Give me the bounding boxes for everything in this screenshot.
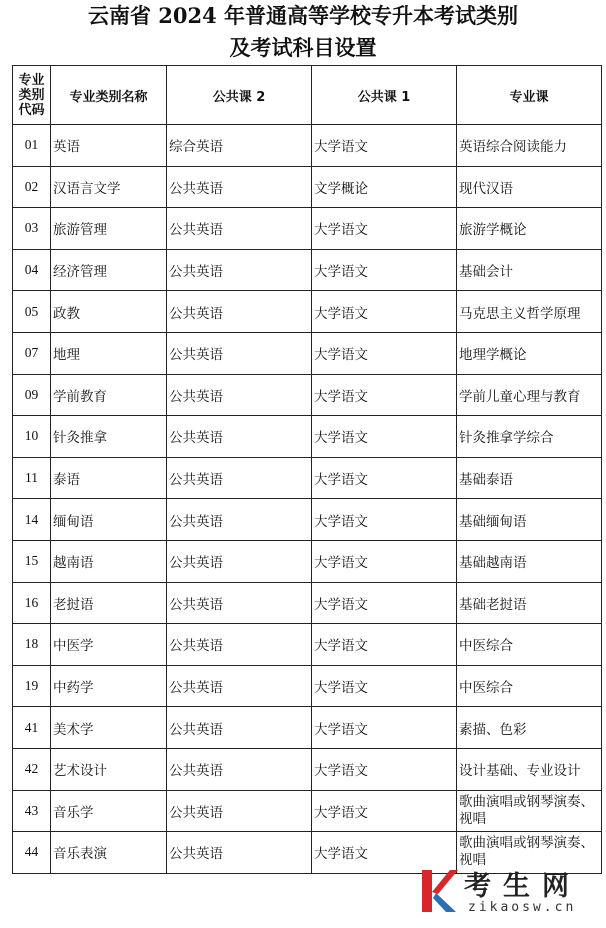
- cell-major: 素描、色彩: [457, 707, 602, 749]
- cell-code: 07: [13, 332, 51, 374]
- cell-public2: 公共英语: [167, 748, 312, 790]
- table-body: [13, 125, 602, 874]
- cell-name: 艺术设计: [51, 748, 167, 790]
- cell-major: 歌曲演唱或钢琴演奏、视唱: [457, 832, 602, 874]
- cell-name: 汉语言文学: [51, 166, 167, 208]
- cell-name: 老挝语: [51, 582, 167, 624]
- cell-major: 中医综合: [457, 665, 602, 707]
- cell-code: 05: [13, 291, 51, 333]
- cell-public1: 大学语文: [312, 208, 457, 250]
- cell-name: 音乐表演: [51, 832, 167, 874]
- cell-name: 政教: [51, 291, 167, 333]
- header-major: 专业课: [457, 66, 602, 125]
- cell-public1: 大学语文: [312, 291, 457, 333]
- cell-major: 基础泰语: [457, 457, 602, 499]
- cell-name: 中药学: [51, 665, 167, 707]
- cell-major: 基础越南语: [457, 540, 602, 582]
- cell-public1: 大学语文: [312, 665, 457, 707]
- cell-name: 泰语: [51, 457, 167, 499]
- cell-public2: 公共英语: [167, 499, 312, 541]
- table-row: [13, 457, 602, 499]
- document-title-line-2: 及考试科目设置: [229, 35, 377, 60]
- cell-major: 基础缅甸语: [457, 499, 602, 541]
- cell-public1: 大学语文: [312, 624, 457, 666]
- cell-name: 音乐学: [51, 790, 167, 832]
- cell-name: 美术学: [51, 707, 167, 749]
- k-logo-icon: [420, 866, 458, 916]
- table-header-row: [13, 66, 602, 125]
- header-code-line: 代码: [18, 102, 45, 118]
- cell-public2: 公共英语: [167, 624, 312, 666]
- cell-code: 11: [13, 457, 51, 499]
- table-row: [13, 332, 602, 374]
- cell-code: 18: [13, 624, 51, 666]
- table-row: [13, 166, 602, 208]
- table-row: [13, 374, 602, 416]
- cell-name: 越南语: [51, 540, 167, 582]
- cell-code: 42: [13, 748, 51, 790]
- cell-major: 基础老挝语: [457, 582, 602, 624]
- cell-code: 44: [13, 832, 51, 874]
- cell-major: 基础会计: [457, 249, 602, 291]
- table-row: [13, 665, 602, 707]
- cell-code: 43: [13, 790, 51, 832]
- cell-code: 19: [13, 665, 51, 707]
- cell-public1: 大学语文: [312, 125, 457, 167]
- cell-name: 地理: [51, 332, 167, 374]
- header-code-line: 类别: [18, 87, 45, 103]
- cell-public2: 公共英语: [167, 790, 312, 832]
- cell-public1: 大学语文: [312, 832, 457, 874]
- cell-name: 旅游管理: [51, 208, 167, 250]
- table-row: [13, 416, 602, 458]
- cell-code: 14: [13, 499, 51, 541]
- table-row: [13, 582, 602, 624]
- cell-public1: 大学语文: [312, 790, 457, 832]
- cell-public2: 公共英语: [167, 582, 312, 624]
- table-row: [13, 540, 602, 582]
- cell-major: 现代汉语: [457, 166, 602, 208]
- cell-code: 15: [13, 540, 51, 582]
- cell-public1: 大学语文: [312, 374, 457, 416]
- cell-public2: 公共英语: [167, 540, 312, 582]
- cell-major: 设计基础、专业设计: [457, 748, 602, 790]
- cell-name: 缅甸语: [51, 499, 167, 541]
- header-code: [13, 66, 51, 125]
- cell-code: 41: [13, 707, 51, 749]
- cell-public1: 大学语文: [312, 540, 457, 582]
- cell-public2: 公共英语: [167, 208, 312, 250]
- cell-public2: 公共英语: [167, 457, 312, 499]
- cell-name: 针灸推拿: [51, 416, 167, 458]
- table-row: [13, 624, 602, 666]
- cell-public2: 公共英语: [167, 665, 312, 707]
- header-public2: 公共课 2: [167, 66, 312, 125]
- table-row: [13, 790, 602, 832]
- cell-public2: 公共英语: [167, 707, 312, 749]
- cell-public1: 大学语文: [312, 748, 457, 790]
- cell-major: 中医综合: [457, 624, 602, 666]
- cell-code: 01: [13, 125, 51, 167]
- cell-public1: 大学语文: [312, 499, 457, 541]
- cell-public1: 大学语文: [312, 707, 457, 749]
- cell-major: 学前儿童心理与教育: [457, 374, 602, 416]
- cell-name: 学前教育: [51, 374, 167, 416]
- cell-public1: 文学概论: [312, 166, 457, 208]
- cell-public2: 公共英语: [167, 332, 312, 374]
- cell-public1: 大学语文: [312, 457, 457, 499]
- cell-major: 马克思主义哲学原理: [457, 291, 602, 333]
- cell-code: 10: [13, 416, 51, 458]
- cell-major: 英语综合阅读能力: [457, 125, 602, 167]
- cell-public2: 综合英语: [167, 125, 312, 167]
- cell-public1: 大学语文: [312, 416, 457, 458]
- header-name: 专业类别名称: [51, 66, 167, 125]
- cell-code: 16: [13, 582, 51, 624]
- cell-public2: 公共英语: [167, 374, 312, 416]
- watermark-domain: zikaosw.cn: [468, 900, 577, 915]
- table-row: [13, 208, 602, 250]
- exam-subjects-table: [12, 65, 602, 874]
- watermark-logo: [418, 862, 606, 922]
- table-row: [13, 499, 602, 541]
- cell-major: 地理学概论: [457, 332, 602, 374]
- cell-code: 04: [13, 249, 51, 291]
- cell-code: 09: [13, 374, 51, 416]
- cell-code: 02: [13, 166, 51, 208]
- table-row: [13, 748, 602, 790]
- cell-major: 针灸推拿学综合: [457, 416, 602, 458]
- cell-public2: 公共英语: [167, 832, 312, 874]
- header-public1: 公共课 1: [312, 66, 457, 125]
- cell-major: 歌曲演唱或钢琴演奏、视唱: [457, 790, 602, 832]
- cell-name: 英语: [51, 125, 167, 167]
- cell-public1: 大学语文: [312, 249, 457, 291]
- cell-name: 经济管理: [51, 249, 167, 291]
- cell-public2: 公共英语: [167, 166, 312, 208]
- cell-name: 中医学: [51, 624, 167, 666]
- cell-major: 旅游学概论: [457, 208, 602, 250]
- cell-code: 03: [13, 208, 51, 250]
- cell-public1: 大学语文: [312, 582, 457, 624]
- cell-public2: 公共英语: [167, 249, 312, 291]
- watermark-site-name: 考生网: [464, 871, 581, 902]
- header-code-line: 专业: [18, 72, 45, 88]
- cell-public2: 公共英语: [167, 291, 312, 333]
- table-row: [13, 125, 602, 167]
- table-row: [13, 291, 602, 333]
- cell-public1: 大学语文: [312, 332, 457, 374]
- table-row: [13, 249, 602, 291]
- document-title-line-1: 云南省 2024 年普通高等学校专升本考试类别: [87, 3, 519, 28]
- cell-public2: 公共英语: [167, 416, 312, 458]
- table-row: [13, 707, 602, 749]
